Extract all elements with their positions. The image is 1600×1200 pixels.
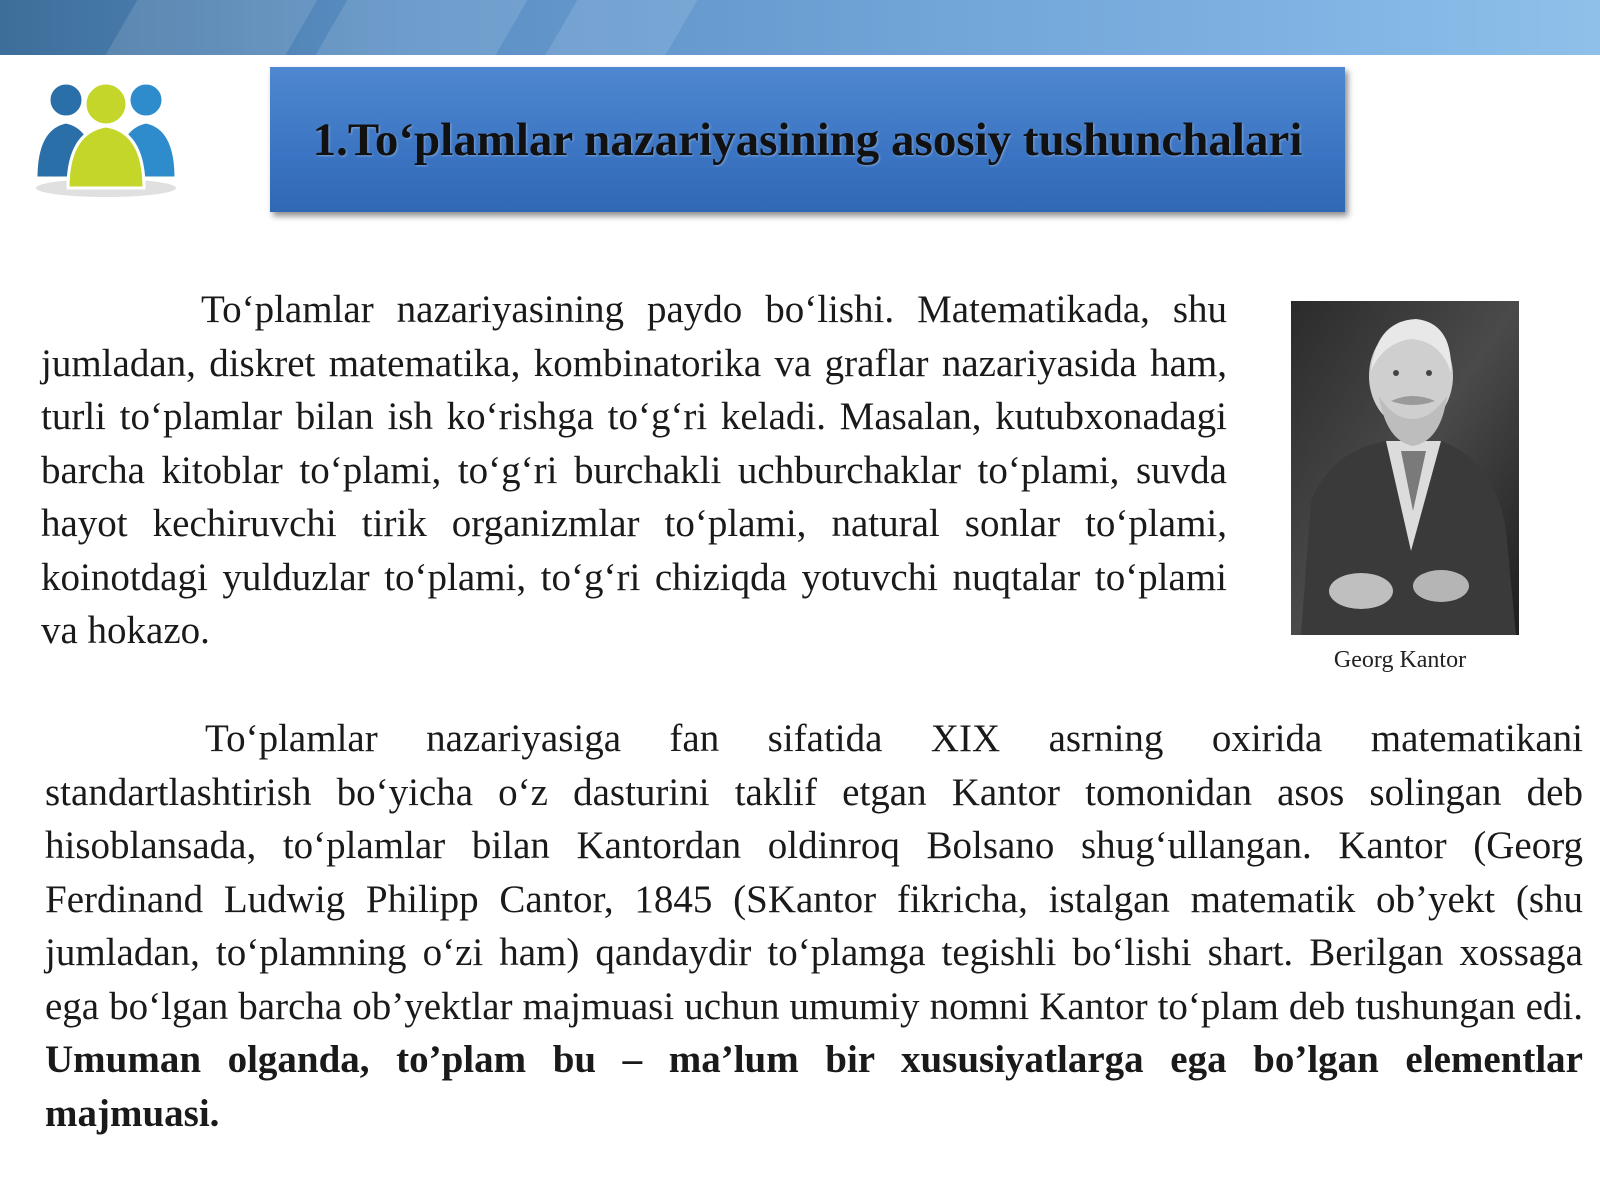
definition-text: Umuman olganda, to’plam bu – ma’lum bir xususiyatlarga ega bo’lgan elementlar majmuasi. bbox=[45, 1038, 1583, 1135]
paragraph-history bbox=[45, 712, 1583, 1140]
title-banner bbox=[270, 67, 1345, 212]
top-banner bbox=[0, 0, 1600, 55]
paragraph-intro-text: To‘plamlar nazariyasining paydo bo‘lishi. Matematikada, shu jumladan, diskret matematika, kombinatorika va graflar nazariyasida ham, turli to‘plamlar bilan ish ko‘rishga to‘g‘ri keladi. Masalan, kutubxonadagi barcha kitoblar to‘plami, to‘g‘ri burchakli uchburchaklar to‘plami, suvda hayot kechiruvchi tirik organizmlar to‘plami, natural sonlar to‘plami, koinotdagi yulduzlar to‘plami, to‘g‘ri chiziqda yotuvchi nuqtalar to‘plami va hokazo. bbox=[41, 288, 1227, 652]
slide-title: 1.To‘plamlar nazariyasining asosiy tushunchalari bbox=[312, 113, 1303, 166]
portrait-photo bbox=[1291, 301, 1519, 635]
photo-caption: Georg Kantor bbox=[1333, 647, 1467, 673]
paragraph-history-text: To‘plamlar nazariyasiga fan sifatida XIX asrning oxirida matematikani standartlashtirish bo‘yicha o‘z dasturini taklif etgan Kantor tomonidan asos solingan deb hisoblansada, to‘plamlar bilan Kantordan oldinroq Bolsano shug‘ullangan. Kantor (Georg Ferdinand Ludwig Philipp Cantor, 1845 (SKantor fikricha, istalgan matematik ob’yekt (shu jumladan, to‘plamning o‘zi ham) qandaydir to‘plamga tegishli bo‘lishi shart. Berilgan xossaga ega bo‘lgan barcha ob’yektlar majmuasi uchun umumiy nomni Kantor to‘plam deb tushungan edi. bbox=[45, 717, 1583, 1028]
people-group-icon bbox=[26, 70, 186, 200]
paragraph-intro bbox=[41, 283, 1227, 658]
